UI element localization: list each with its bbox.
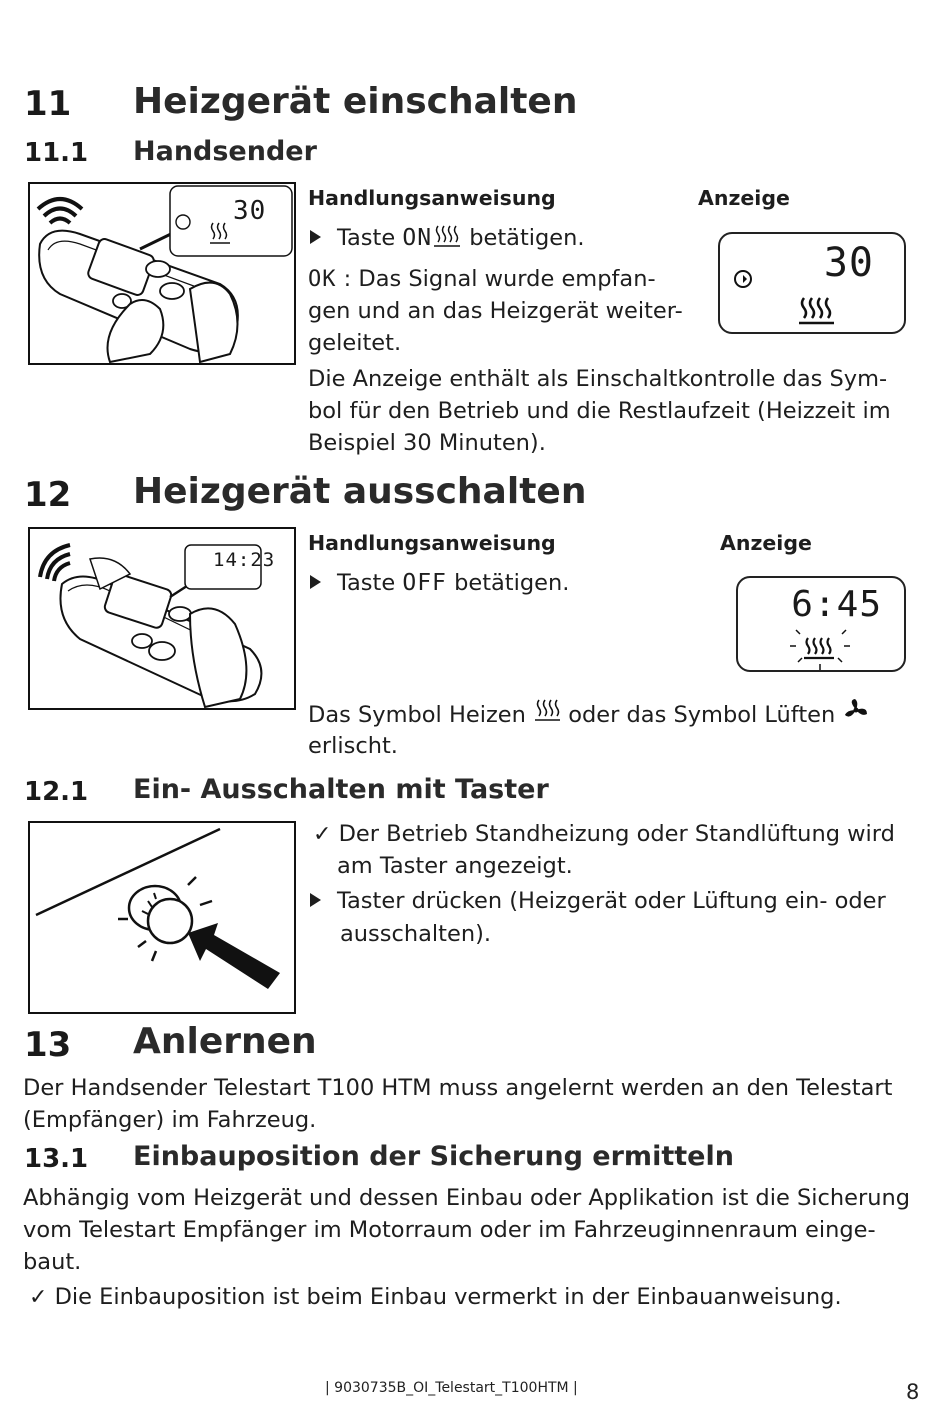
push-button-illustration	[30, 823, 294, 1012]
display-value: 6:45	[791, 584, 882, 625]
info-line: bol für den Betrieb und die Restlaufzeit (Heizzeit im	[308, 398, 891, 424]
off-key-label: OFF	[402, 570, 447, 596]
display-on	[718, 232, 906, 334]
check-item: ✓ Der Betrieb Standheizung oder Standlüftung wird	[313, 821, 895, 847]
display-value: 30	[823, 240, 874, 286]
instruction-step: Taste OFF betätigen.	[310, 567, 569, 600]
arrow-right-icon	[310, 575, 321, 589]
info-line: Beispiel 30 Minuten).	[308, 430, 546, 456]
subsection-title: Ein- Ausschalten mit Taster	[133, 774, 549, 805]
push-button-figure	[28, 821, 296, 1014]
section-number: 11	[24, 84, 72, 124]
check-item: ✓ Die Einbauposition ist beim Einbau vermerkt in der Einbauanweisung.	[29, 1284, 842, 1310]
arrow-right-icon	[310, 230, 321, 244]
note-line: Das Symbol Heizen oder das Symbol Lüften	[308, 698, 870, 732]
subsection-title: Einbauposition der Sicherung ermitteln	[133, 1141, 734, 1172]
display-off	[736, 576, 906, 672]
section-title: Heizgerät einschalten	[133, 81, 578, 122]
check-icon: ✓	[313, 822, 332, 847]
column-header-instruction: Handlungsanweisung	[308, 186, 556, 210]
subsection-number: 13.1	[24, 1144, 89, 1174]
ok-symbol: OK	[308, 267, 337, 292]
ok-line: geleitet.	[308, 330, 402, 356]
ok-line: OK : Das Signal wurde empfan-	[308, 266, 656, 292]
press-arrow-icon	[188, 923, 280, 989]
fan-icon	[842, 698, 870, 724]
remote-on-figure	[28, 182, 296, 365]
column-header-instruction: Handlungsanweisung	[308, 531, 556, 555]
instruction-step-continued: ausschalten).	[340, 921, 492, 947]
instruction-step: Taste ON betätigen.	[310, 222, 585, 255]
heat-icon	[533, 698, 561, 724]
remote-display-value: 14:23	[213, 549, 276, 571]
remote-off-figure	[28, 527, 296, 710]
section-number: 13	[24, 1025, 72, 1065]
subsection-number: 12.1	[24, 777, 89, 807]
subsection-number: 11.1	[24, 138, 89, 168]
info-line: Die Anzeige enthält als Einschaltkontrolle das Sym-	[308, 366, 888, 392]
section-title: Heizgerät ausschalten	[133, 471, 587, 512]
paragraph-line: Der Handsender Telestart T100 HTM muss angelernt werden an den Telestart	[23, 1075, 893, 1101]
remote-display-value: 30	[233, 196, 267, 226]
arrow-right-icon	[310, 893, 321, 907]
check-item-continued: am Taster angezeigt.	[337, 853, 573, 879]
paragraph-line: vom Telestart Empfänger im Motorraum oder im Fahrzeuginnenraum einge-	[23, 1217, 876, 1243]
signal-icon	[40, 545, 70, 581]
footer-doc-id: | 9030735B_OI_Telestart_T100HTM |	[325, 1380, 578, 1396]
timer-icon	[732, 268, 754, 290]
heat-icon	[796, 292, 836, 326]
ok-line: gen und an das Heizgerät weiter-	[308, 298, 683, 324]
section-title: Anlernen	[133, 1021, 317, 1062]
paragraph-line: baut.	[23, 1249, 82, 1275]
note-line: erlischt.	[308, 733, 398, 759]
heat-icon	[432, 224, 462, 248]
paragraph-line: (Empfänger) im Fahrzeug.	[23, 1107, 317, 1133]
section-number: 12	[24, 475, 72, 515]
subsection-title: Handsender	[133, 136, 317, 167]
check-icon: ✓	[29, 1285, 48, 1310]
instruction-step: Taster drücken (Heizgerät oder Lüftung ein- oder	[310, 885, 886, 918]
column-header-display: Anzeige	[698, 186, 790, 210]
page-number: 8	[906, 1380, 920, 1404]
paragraph-line: Abhängig vom Heizgerät und dessen Einbau oder Applikation ist die Sicherung	[23, 1185, 911, 1211]
column-header-display: Anzeige	[720, 531, 812, 555]
heat-blinking-icon	[786, 622, 856, 672]
signal-icon	[38, 199, 82, 223]
on-key-label: ON	[402, 225, 433, 251]
